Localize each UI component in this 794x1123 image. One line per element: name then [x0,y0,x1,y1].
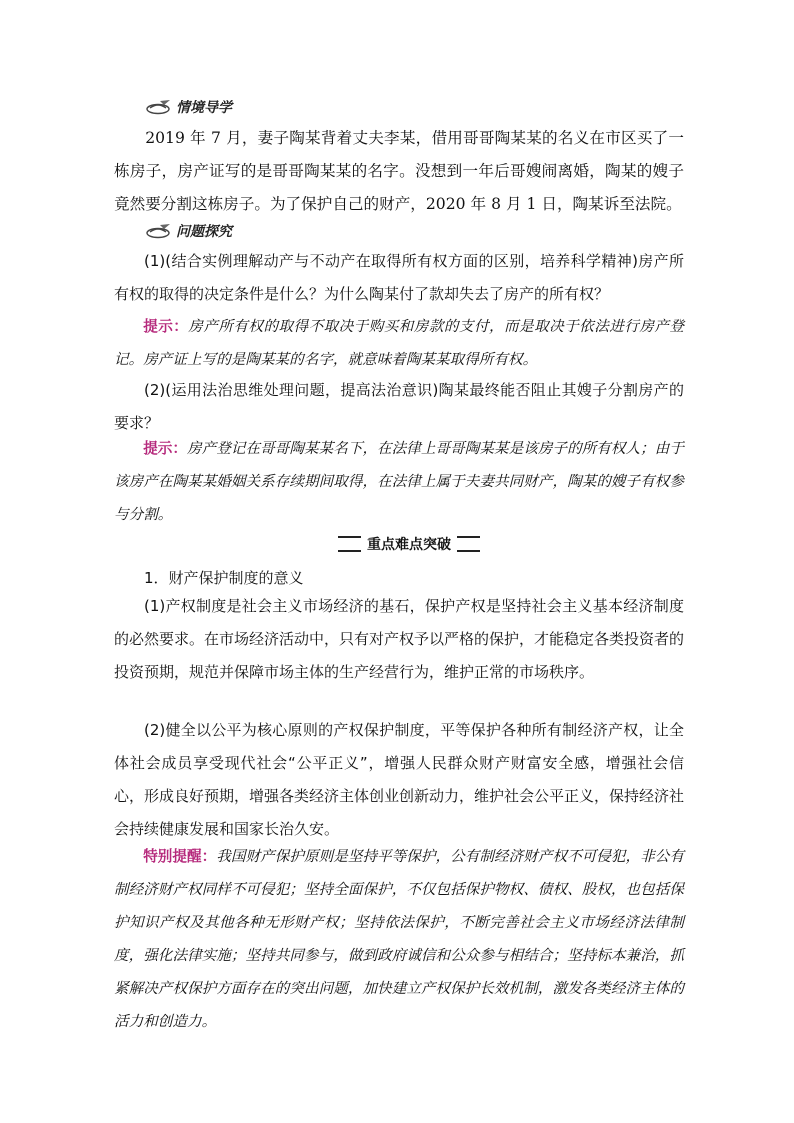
key-points-banner [338,533,480,555]
book-pen-icon [146,99,172,115]
question-2: (2)(运用法治思维处理问题，提高法治意识)陶某最终能否阻止其嫂子分割房产的要求？ [114,381,684,432]
hint-label: 提示： [143,318,189,335]
situation-section-header [146,96,232,118]
situation-title: 情境导学 [176,100,232,116]
inquiry-title: 问题探究 [176,224,232,240]
key-point-paragraph-2: (2)健全以公平为核心原则的产权保护制度，平等保护各种所有制经济产权，让全体社会成员享受现代社会“公平正义”，增强人民群众财产财富安全感，增强社会信心，形成良好预期，增强各类经济主体创业创新动力，维护社会公平正义，保持经济社会持续健康发展和国家长治久安。 [114,721,685,838]
answer-1 [114,310,684,376]
banner-label: 重点难点突破 [361,534,457,554]
inquiry-section-header [146,220,232,242]
answer-2-text: 房产登记在哥哥陶某某名下，在法律上哥哥陶某某是该房子的所有权人；由于该房产在陶某某婚姻关系存续期间取得，在法律上属于夫妻共同财产，陶某的嫂子有权参与分割。 [114,440,684,523]
special-reminder-label: 特别提醒： [143,848,217,865]
answer-1-text: 房产所有权的取得不取决于购买和房款的支付，而是取决于依法进行房产登记。房产证上写的是陶某某的名字，就意味着陶某某取得所有权。 [114,318,684,368]
special-reminder-text: 我国财产保护原则是坚持平等保护，公有制经济财产权不可侵犯，非公有制经济财产权同样不可侵犯；坚持全面保护，不仅包括保护物权、债权、股权，也包括保护知识产权及其他各种无形财产权；坚持依法保护，不断完善社会主义市场经济法律制度，强化法律实施；坚持共同参与，做到政府诚信和公众参与相结合；坚持标本兼治，抓紧解决产权保护方面存在的突出问题，加快建立产权保护长效机制，激发各类经济主体的活力和创造力。 [114,848,684,1030]
answer-2 [114,432,684,531]
question-1: (1)(结合实例理解动产与不动产在取得所有权方面的区别，培养科学精神)房产所有权的取得的决定条件是什么？为什么陶某付了款却失去了房产的所有权？ [114,252,684,303]
key-point-paragraph-1: (1)产权制度是社会主义市场经济的基石，保护产权是坚持社会主义基本经济制度的必然要求。在市场经济活动中，只有对产权予以严格的保护，才能稳定各类投资者的投资预期，规范并保障市场主体的生产经营行为，维护正常的市场秩序。 [114,597,685,681]
hint-label: 提示： [143,440,188,457]
situation-text: 2019 年 7 月，妻子陶某背着丈夫李某，借用哥哥陶某某的名义在市区买了一栋房子，房产证写的是哥哥陶某某的名字。没想到一年后哥嫂闹离婚，陶某的嫂子竟然要分割这栋房子。为了保护自己的财产，2020 年 8 月 1 日，陶某诉至法院。 [114,129,684,213]
special-reminder [114,840,684,1038]
key-point-heading: 1．财产保护制度的意义 [144,569,304,587]
book-pen-icon [146,223,172,239]
